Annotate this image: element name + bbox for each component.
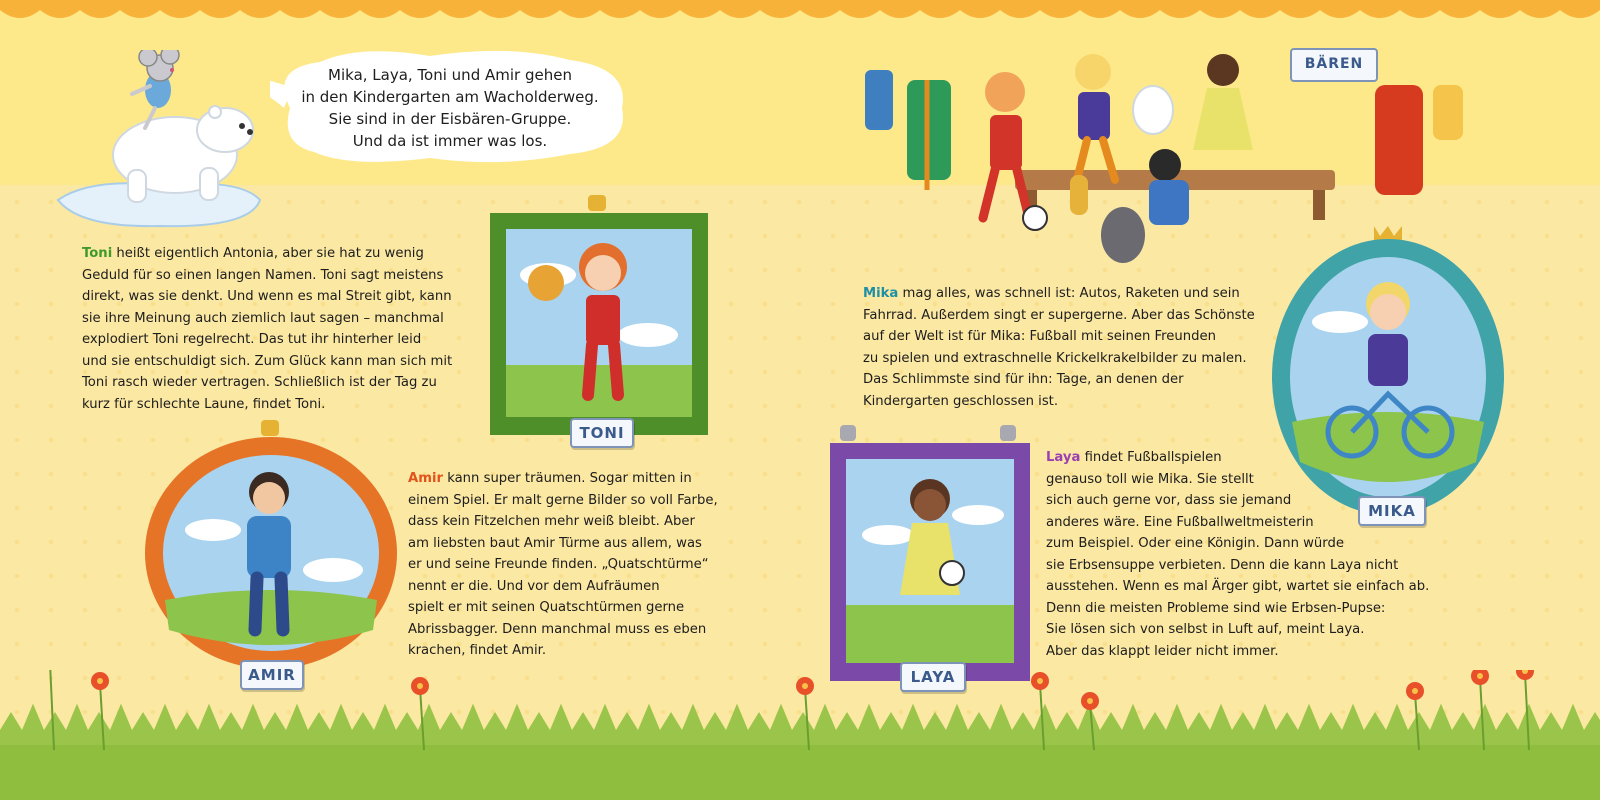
laya-line: anderes wäre. Eine Fußballweltmeisterin <box>1046 514 1314 530</box>
mika-name: Mika <box>863 286 899 301</box>
top-border-decoration <box>0 0 1600 26</box>
intro-line: Sie sind in der Eisbären-Gruppe. <box>328 110 572 128</box>
laya-line: Sie lösen sich von selbst in Luft auf, meint Laya. <box>1046 622 1365 637</box>
laya-line: genauso toll wie Mika. Sie stellt <box>1046 471 1254 487</box>
mika-name-label: MIKA <box>1358 496 1426 526</box>
toni-portrait-frame <box>488 195 710 440</box>
mika-line: Kindergarten geschlossen ist. <box>863 393 1059 409</box>
amir-portrait-frame <box>143 420 403 670</box>
mika-line: zu spielen und extraschnelle Krickelkrakelbilder zu malen. <box>863 350 1247 366</box>
baeren-sign: BÄREN <box>1290 48 1378 82</box>
laya-line: Aber das klappt leider nicht immer. <box>1046 643 1279 659</box>
mouse-on-polar-bear-illustration <box>50 50 265 230</box>
laya-line: findet Fußballspielen <box>1084 450 1222 465</box>
amir-paragraph <box>408 468 718 662</box>
amir-name-label: AMIR <box>240 660 304 690</box>
mika-line-1 <box>863 283 1255 305</box>
mika-line: auf der Welt ist für Mika: Fußball mit seinen Freunden <box>863 329 1216 344</box>
laya-name-label: LAYA <box>900 662 966 692</box>
mika-line: mag alles, was schnell ist: Autos, Raketen und sein <box>902 286 1240 301</box>
mika-line: Das Schlimmste sind für ihn: Tage, an denen der <box>863 372 1184 387</box>
intro-line: Und da ist immer was los. <box>352 132 548 150</box>
toni-name: Toni <box>82 246 113 261</box>
amir-line: krachen, findet Amir. <box>408 643 547 658</box>
amir-line: Abrissbagger. Denn manchmal muss es eben <box>408 621 707 637</box>
toni-line: explodiert Toni regelrecht. Das tut ihr hinterher leid <box>82 332 422 347</box>
toni-line: sie ihre Meinung auch ziemlich laut sagen – manchmal <box>82 310 444 326</box>
amir-line-1 <box>408 468 718 490</box>
amir-name: Amir <box>408 471 443 486</box>
toni-line: und sie entschuldigt sich. Zum Glück kann man sich mit <box>82 353 453 369</box>
amir-line: einem Spiel. Er malt gerne Bilder so voll Farbe, <box>408 492 718 508</box>
laya-name: Laya <box>1046 450 1081 465</box>
amir-line: nennt er die. Und vor dem Aufräumen <box>408 578 660 594</box>
laya-line: sich auch gerne vor, dass sie jemand <box>1046 493 1292 508</box>
mika-paragraph <box>863 283 1255 412</box>
laya-line: Denn die meisten Probleme sind wie Erbsen-Pupse: <box>1046 600 1386 616</box>
toni-line-1 <box>82 243 452 265</box>
laya-line-1 <box>1046 447 1429 469</box>
intro-line: in den Kindergarten am Wacholderweg. <box>301 88 599 106</box>
mika-line: Fahrrad. Außerdem singt er supergerne. Aber das Schönste <box>863 307 1255 323</box>
amir-line: am liebsten baut Amir Türme aus allem, was <box>408 535 702 551</box>
laya-line: sie Erbsensuppe verbieten. Denn die kann Laya nicht <box>1046 557 1399 573</box>
toni-line: heißt eigentlich Antonia, aber sie hat zu wenig <box>116 246 424 261</box>
amir-line: dass kein Fitzelchen mehr weiß bleibt. Aber <box>408 514 695 529</box>
laya-portrait-frame <box>828 425 1033 685</box>
toni-line: direkt, was sie denkt. Und wenn es mal Streit gibt, kann <box>82 289 452 304</box>
amir-line: er und seine Freunde finden. „Quatschtürme“ <box>408 557 709 572</box>
toni-name-label: TONI <box>570 418 634 448</box>
laya-paragraph <box>1046 447 1429 662</box>
toni-line: Toni rasch wieder vertragen. Schließlich ist der Tag zu <box>82 375 437 390</box>
toni-line: Geduld für so einen langen Namen. Toni sagt meistens <box>82 267 444 283</box>
toni-line: kurz für schlechte Laune, findet Toni. <box>82 396 326 412</box>
grass-and-flowers-illustration <box>0 670 1600 800</box>
amir-line: spielt er mit seinen Quatschtürmen gerne <box>408 600 685 615</box>
amir-line: kann super träumen. Sogar mitten in <box>447 471 692 486</box>
intro-text <box>270 64 630 152</box>
laya-line: zum Beispiel. Oder eine Königin. Dann würde <box>1046 536 1344 551</box>
toni-paragraph <box>82 243 452 415</box>
laya-line: ausstehen. Wenn es mal Ärger gibt, wartet sie einfach ab. <box>1046 579 1430 594</box>
intro-line: Mika, Laya, Toni und Amir gehen <box>328 66 572 84</box>
